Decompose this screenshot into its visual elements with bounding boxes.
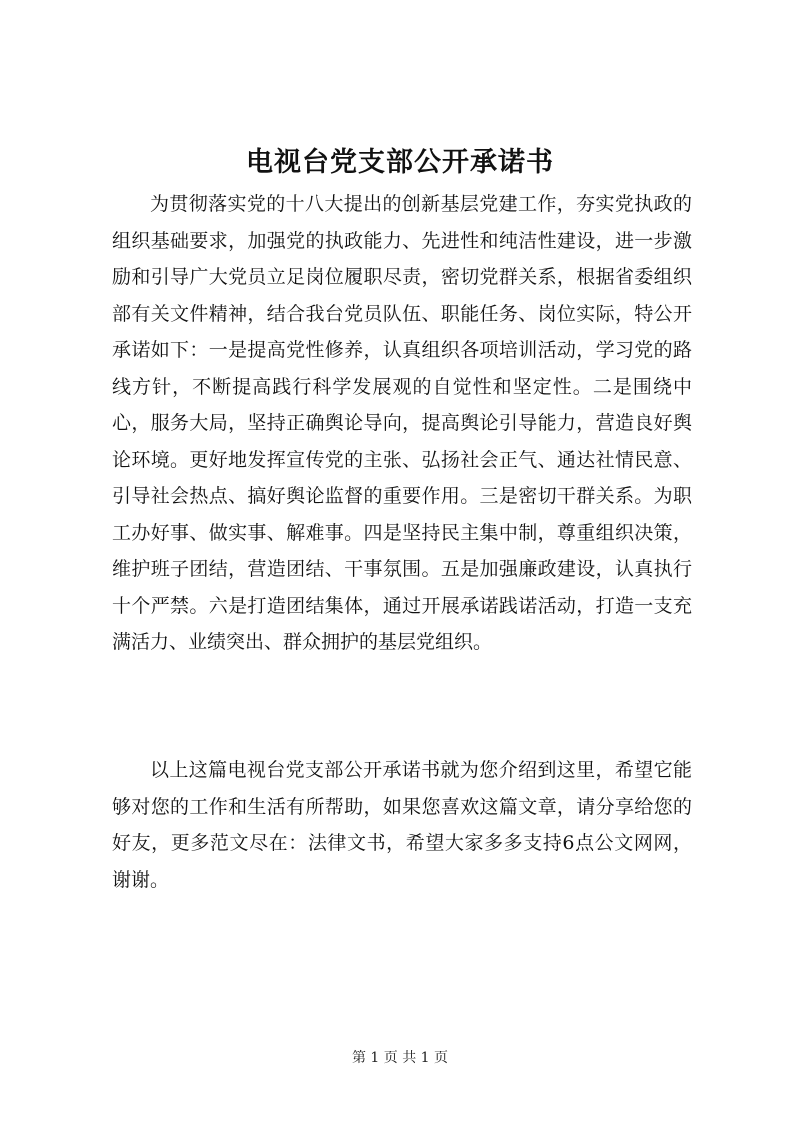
document-title: 电视台党支部公开承诺书 <box>246 147 554 178</box>
commitment-paragraph: 为贯彻落实党的十八大提出的创新基层党建工作，夯实党执政的组织基础要求，加强党的执政能力、先进性和纯洁性建设，进一步激励和引导广大党员立足岗位履职尽责，密切党群关系，根据省委组织部有关文件精神，结合我台党员队伍、职能任务、岗位实际，特公开承诺如下：一是提高党性修养，认真组织各项培训活动，学习党的路线方针，不断提高践行科学发展观的自觉性和坚定性。二是围绕中心，服务大局，坚持正确舆论导向，提高舆论引导能力，营造良好舆论环境。更好地发挥宣传党的主张、弘扬社会正气、通达社情民意、引导社会热点、搞好舆论监督的重要作用。三是密切干群关系。为职工办好事、做实事、解难事。四是坚持民主集中制，尊重组织决策，维护班子团结，营造团结、干事氛围。五是加强廉政建设，认真执行十个严禁。六是打造团结集体，通过开展承诺践诺活动，打造一支充满活力、业绩突出、群众拥护的基层党组织。 <box>112 193 692 653</box>
page-number-footer: 第 1 页 共 1 页 <box>351 1050 449 1066</box>
closing-paragraph: 以上这篇电视台党支部公开承诺书就为您介绍到这里，希望它能够对您的工作和生活有所帮助，如果您喜欢这篇文章，请分享给您的好友，更多范文尽在：法律文书，希望大家多多支持6点公文网网，谢谢。 <box>112 759 692 891</box>
